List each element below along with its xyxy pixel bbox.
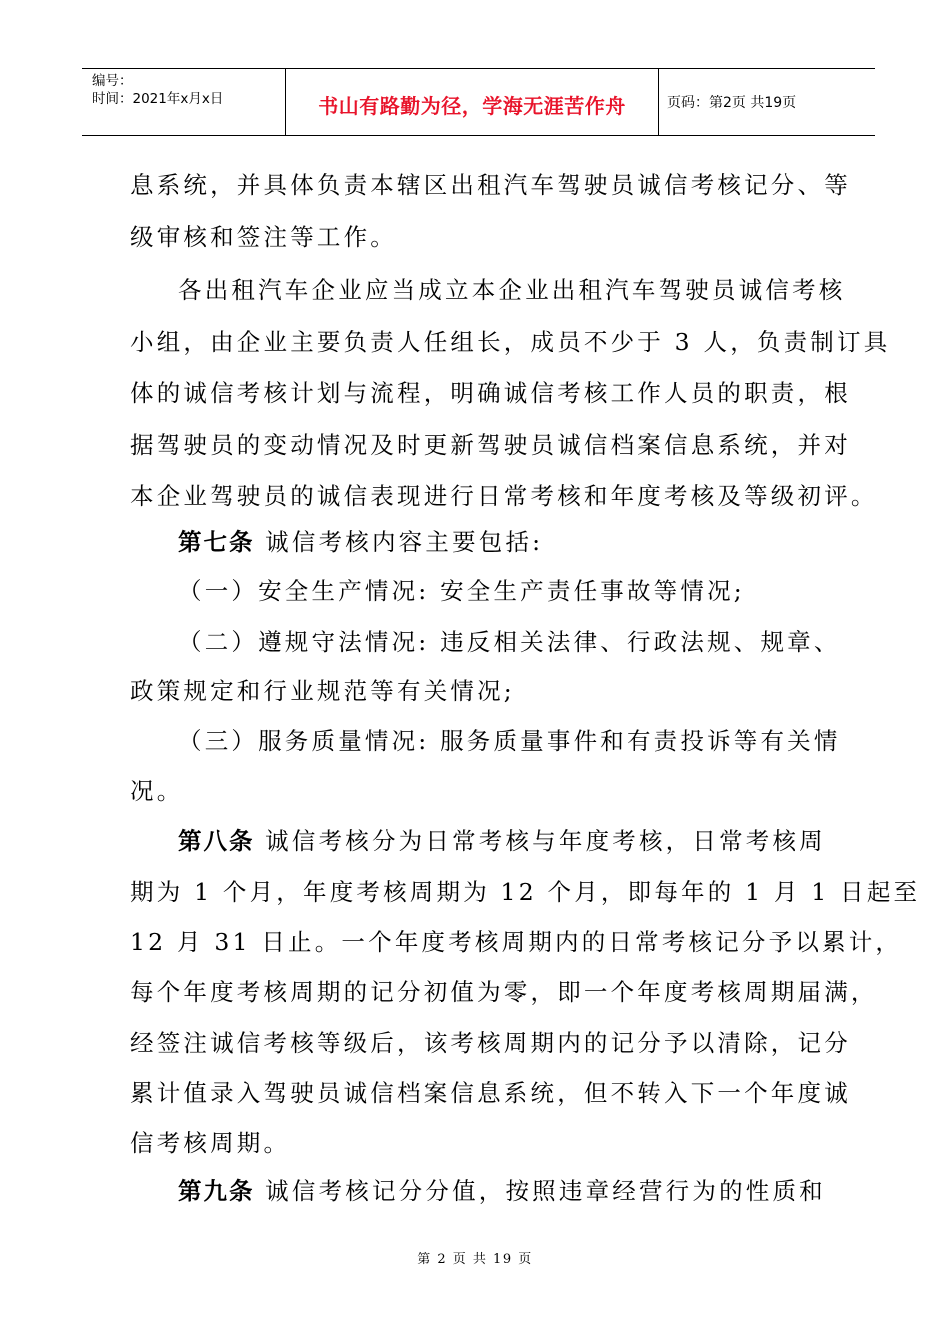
text-line: 体的诚信考核计划与流程，明确诚信考核工作人员的职责，根 bbox=[130, 379, 851, 407]
text-line: 小组，由企业主要负责人任组长，成员不少于 3 人，负责制订具 bbox=[130, 328, 891, 356]
header-motto-cell bbox=[286, 69, 659, 135]
text-line: （三）服务质量情况: 服务质量事件和有责投诉等有关情 bbox=[178, 727, 841, 755]
motto-text: 书山有路勤为径，学海无涯苦作舟 bbox=[318, 93, 626, 118]
page-label: 页码：第2页 共19页 bbox=[667, 95, 797, 111]
text-line: （二）遵规守法情况: 违反相关法律、行政法规、规章、 bbox=[178, 628, 841, 656]
header-page-cell bbox=[659, 69, 875, 135]
text-line: 息系统，并具体负责本辖区出租汽车驾驶员诚信考核记分、等 bbox=[130, 171, 851, 199]
text-line: （一）安全生产情况: 安全生产责任事故等情况; bbox=[178, 577, 745, 605]
text-line: 级审核和签注等工作。 bbox=[130, 223, 397, 251]
text-line: 经签注诚信考核等级后，该考核周期内的记分予以清除，记分 bbox=[130, 1029, 851, 1057]
text-line: 况。 bbox=[130, 777, 184, 805]
article-7-heading: 第七条 诚信考核内容主要包括: bbox=[178, 528, 544, 556]
text-line: 各出租汽车企业应当成立本企业出租汽车驾驶员诚信考核 bbox=[178, 276, 846, 304]
article-label: 第八条 bbox=[178, 827, 255, 855]
text-line: 累计值录入驾驶员诚信档案信息系统，但不转入下一个年度诚 bbox=[130, 1079, 851, 1107]
text-line: 据驾驶员的变动情况及时更新驾驶员诚信档案信息系统，并对 bbox=[130, 431, 851, 459]
article-8-heading: 第八条 诚信考核分为日常考核与年度考核，日常考核周 bbox=[178, 827, 826, 855]
article-9-heading: 第九条 诚信考核记分分值，按照违章经营行为的性质和 bbox=[178, 1177, 826, 1205]
article-label: 第九条 bbox=[178, 1177, 255, 1205]
text-line: 信考核周期。 bbox=[130, 1129, 291, 1157]
text-line: 12 月 31 日止。一个年度考核周期内的日常考核记分予以累计， bbox=[130, 928, 903, 956]
text-line: 每个年度考核周期的记分初值为零，即一个年度考核周期届满， bbox=[130, 978, 878, 1006]
number-label: 编号： bbox=[92, 73, 133, 89]
time-label: 时间：2021年x月x日 bbox=[92, 91, 224, 107]
article-label: 第七条 bbox=[178, 528, 255, 556]
text-line: 期为 1 个月，年度考核周期为 12 个月，即每年的 1 月 1 日起至 bbox=[130, 878, 921, 906]
text-line: 政策规定和行业规范等有关情况; bbox=[130, 677, 515, 705]
page-footer: 第 2 页 共 19 页 bbox=[417, 1252, 533, 1267]
header-meta bbox=[82, 69, 286, 135]
page-header bbox=[82, 68, 875, 136]
text-line: 本企业驾驶员的诚信表现进行日常考核和年度考核及等级初评。 bbox=[130, 482, 878, 510]
